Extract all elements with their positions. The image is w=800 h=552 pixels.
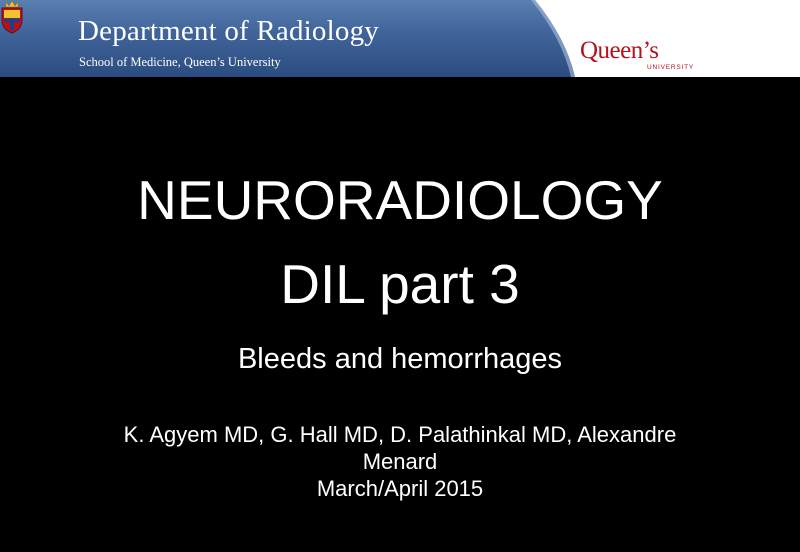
slide-title <box>0 158 800 326</box>
title-line-1: NEURORADIOLOGY <box>137 169 663 231</box>
school-subtitle: School of Medicine, Queen’s University <box>79 55 281 69</box>
queens-logo <box>0 0 800 77</box>
department-title: Department of Radiology <box>78 15 379 47</box>
authors-line-2: Menard <box>362 449 438 474</box>
authors-block <box>0 421 800 502</box>
queens-wordmark: Queen’s <box>580 37 659 64</box>
header-banner <box>0 0 800 77</box>
title-line-2: DIL part 3 <box>280 253 520 315</box>
queens-crest-icon <box>0 0 24 34</box>
presentation-date: March/April 2015 <box>316 476 484 501</box>
university-wordmark: UNIVERSITY <box>647 64 695 71</box>
slide-subtitle: Bleeds and hemorrhages <box>237 343 563 375</box>
authors-line-1: K. Agyem MD, G. Hall MD, D. Palathinkal MD, Alexandre <box>123 422 677 447</box>
